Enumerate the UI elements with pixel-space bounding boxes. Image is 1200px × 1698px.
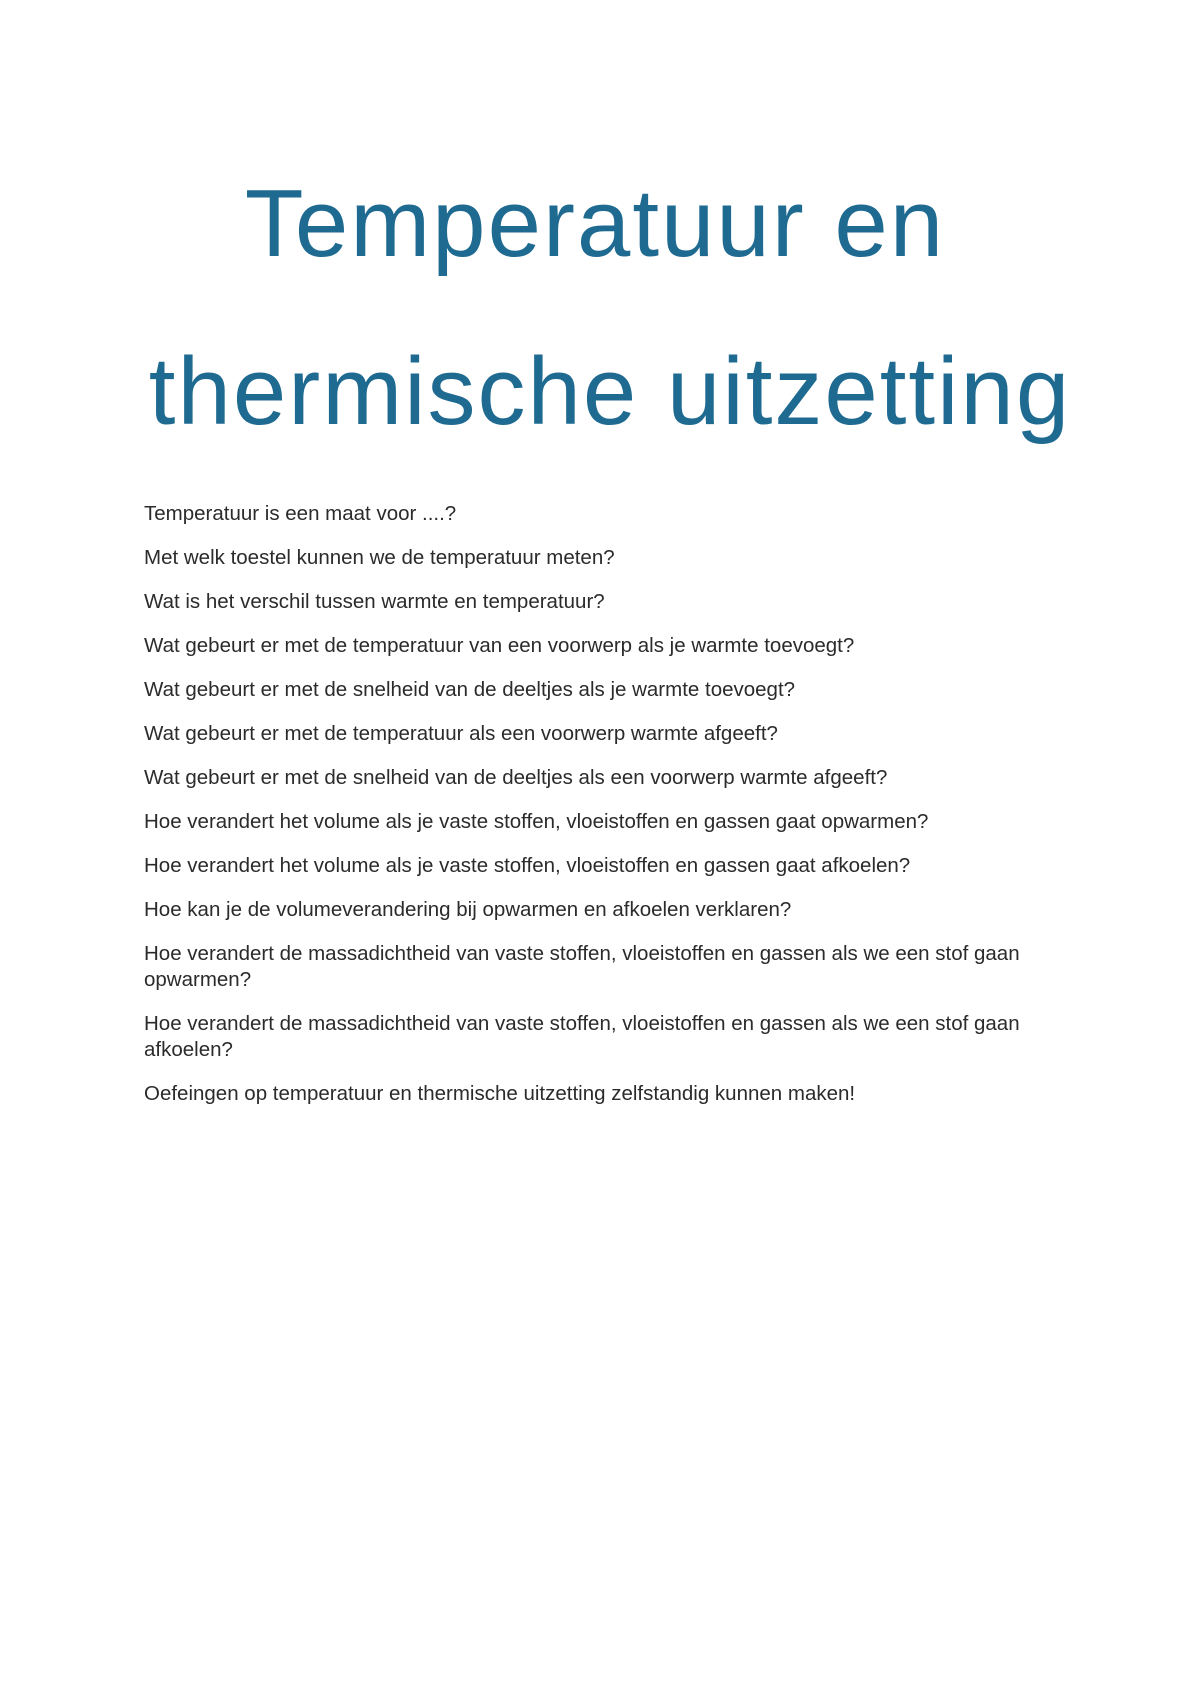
question-list — [144, 501, 1064, 1125]
question-4: Wat gebeurt er met de temperatuur van een voorwerp als je warmte toevoegt? — [144, 634, 855, 657]
page-title — [0, 140, 1200, 476]
question-9: Hoe verandert het volume als je vaste stoffen, vloeistoffen en gassen gaat afkoelen? — [144, 854, 911, 877]
question-11: Hoe verandert de massadichtheid van vaste stoffen, vloeistoffen en gassen als we een stof gaan opwarmen? — [144, 942, 1020, 991]
question-3: Wat is het verschil tussen warmte en temperatuur? — [144, 590, 605, 613]
question-2: Met welk toestel kunnen we de temperatuur meten? — [144, 546, 615, 569]
question-5: Wat gebeurt er met de snelheid van de deeltjes als je warmte toevoegt? — [144, 678, 796, 701]
title-line-1: Temperatuur en — [244, 170, 946, 277]
question-6: Wat gebeurt er met de temperatuur als een voorwerp warmte afgeeft? — [144, 722, 778, 745]
question-13: Oefeingen op temperatuur en thermische uitzetting zelfstandig kunnen maken! — [144, 1082, 856, 1105]
question-10: Hoe kan je de volumeverandering bij opwarmen en afkoelen verklaren? — [144, 898, 792, 921]
question-1: Temperatuur is een maat voor ....? — [144, 502, 457, 525]
question-12: Hoe verandert de massadichtheid van vaste stoffen, vloeistoffen en gassen als we een stof gaan afkoelen? — [144, 1012, 1020, 1061]
question-8: Hoe verandert het volume als je vaste stoffen, vloeistoffen en gassen gaat opwarmen? — [144, 810, 929, 833]
question-7: Wat gebeurt er met de snelheid van de deeltjes als een voorwerp warmte afgeeft? — [144, 766, 888, 789]
title-line-2: thermische uitzetting — [148, 338, 1072, 445]
